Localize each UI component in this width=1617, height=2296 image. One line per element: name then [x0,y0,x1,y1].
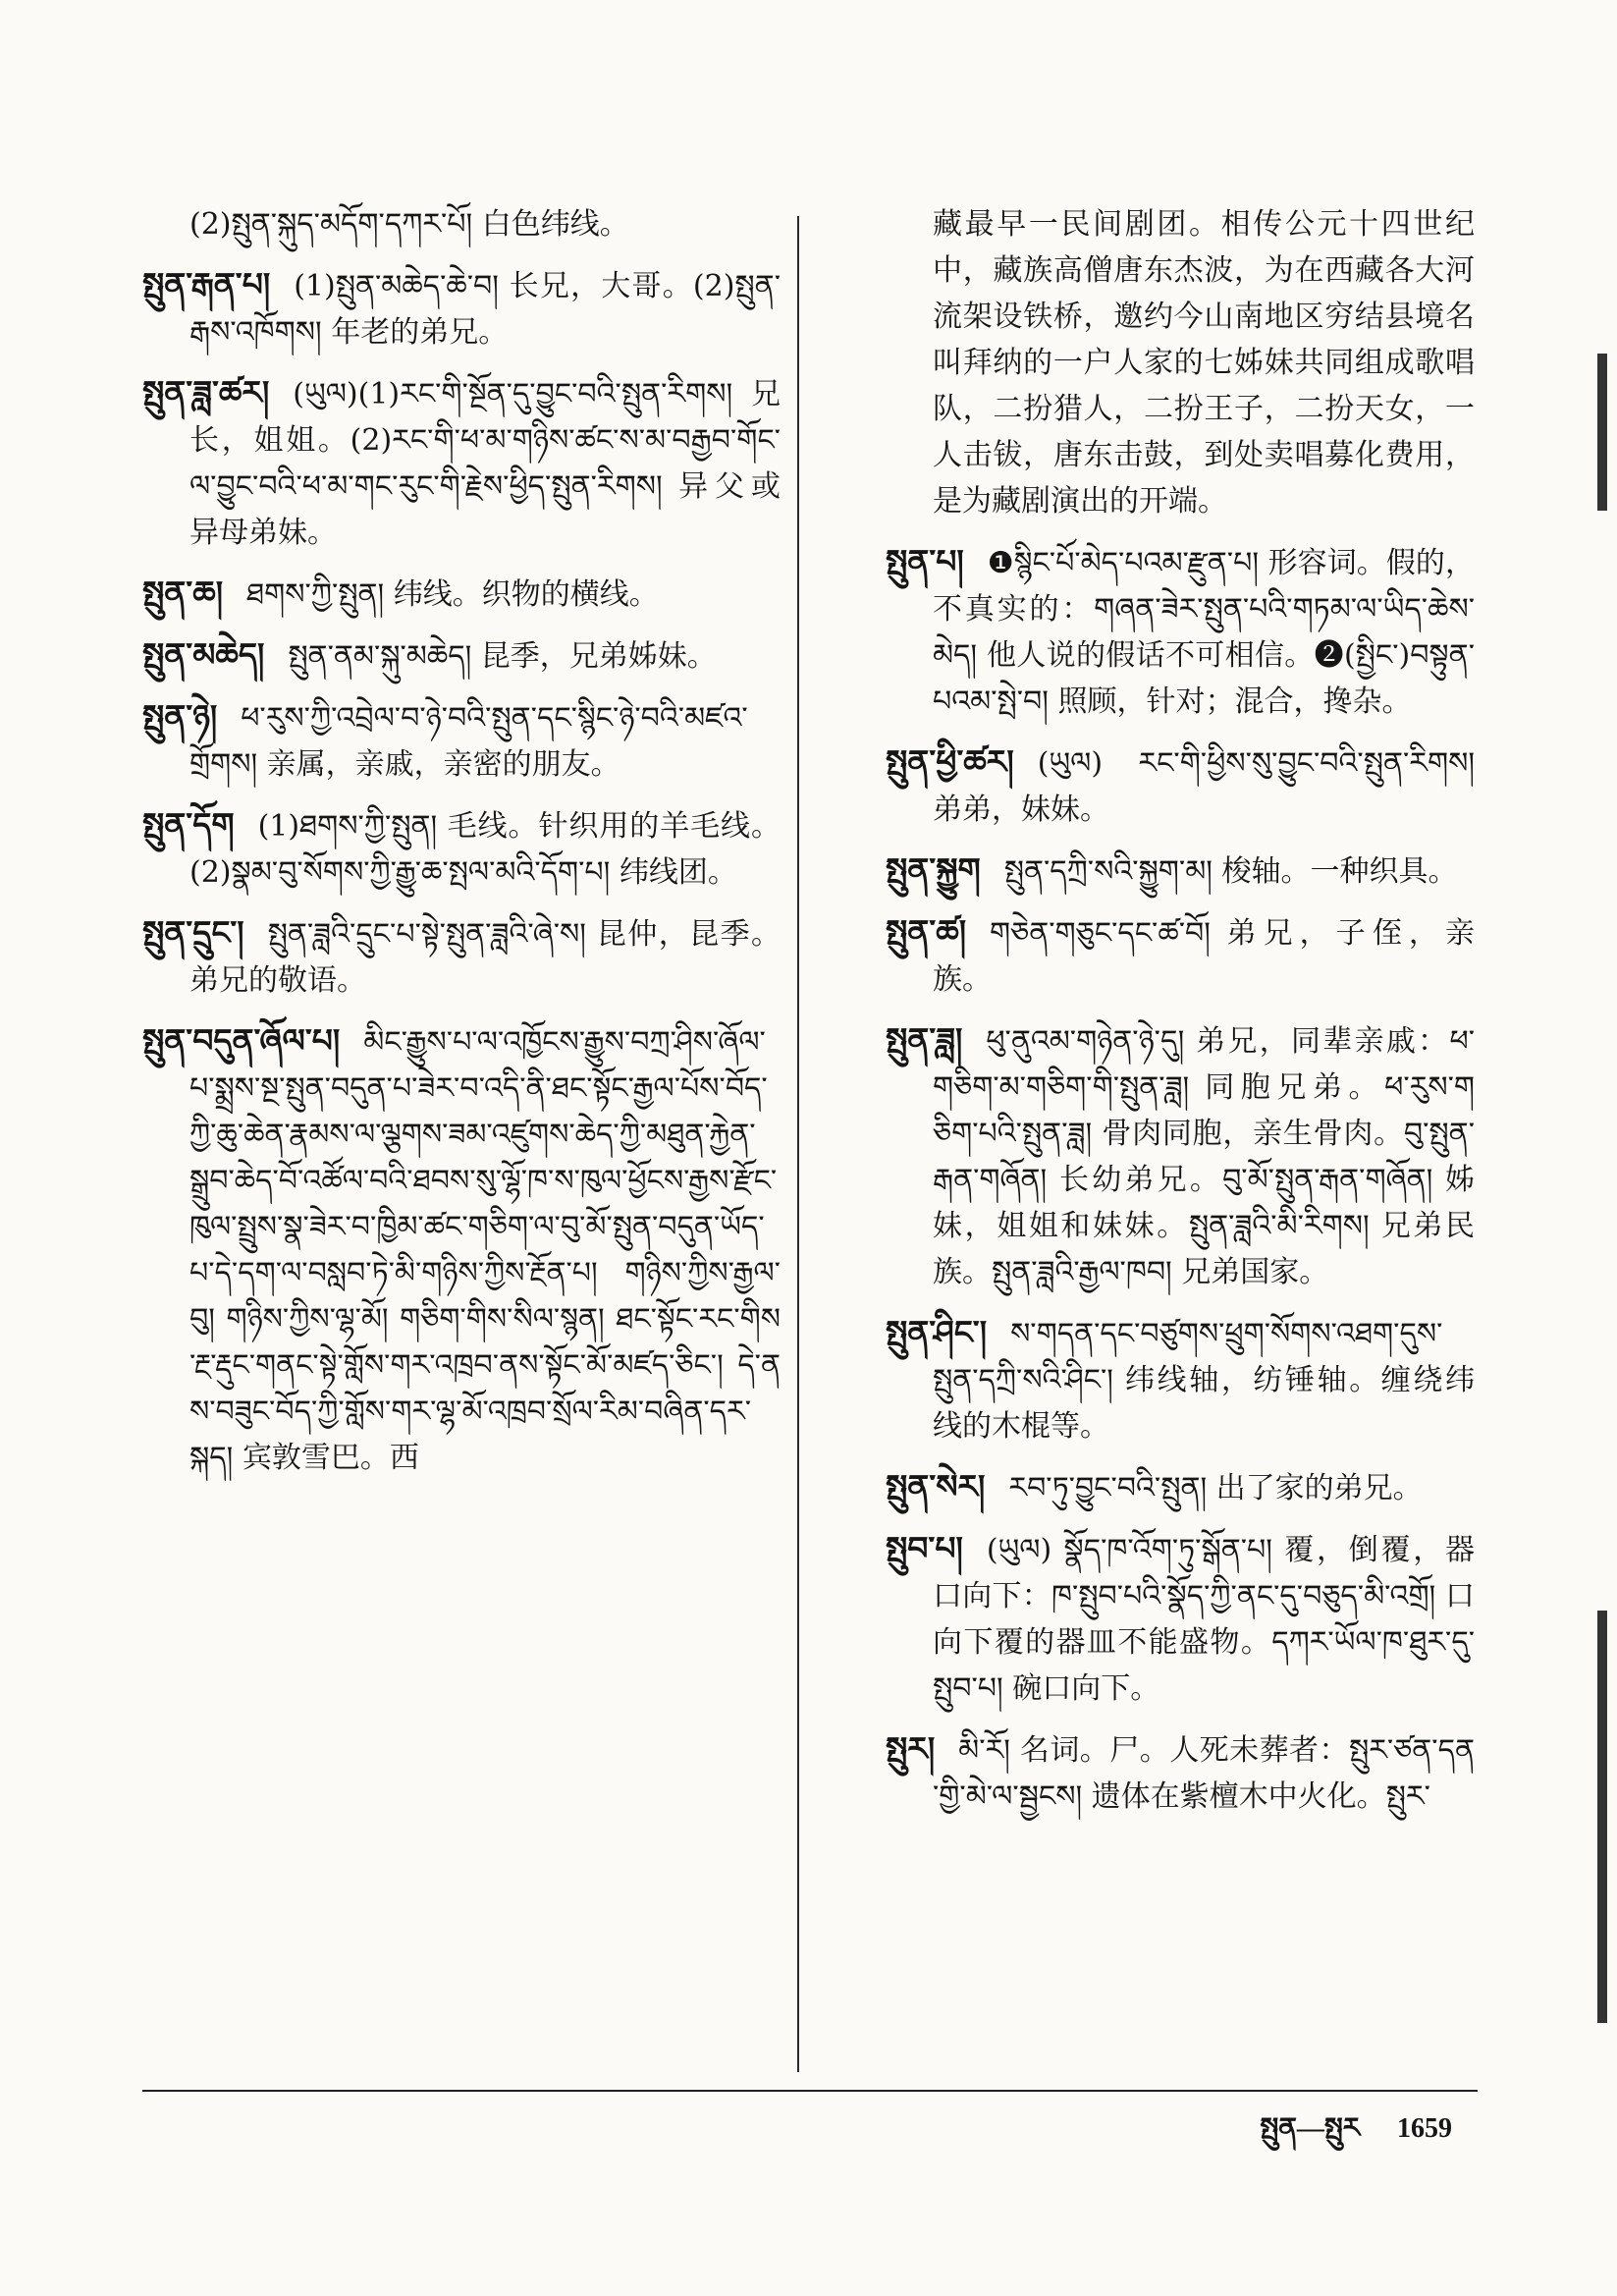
entry-headword: སྤུན་དོག [142,805,235,844]
dictionary-entry [142,201,781,247]
dictionary-entry [886,847,1475,895]
dictionary-entry [142,1017,781,1481]
entry-headword: སྤུན་དྲུང་། [142,913,244,952]
page-number: 1659 [1397,2113,1452,2144]
dictionary-entry [142,909,781,1004]
column-divider [797,216,799,2072]
dictionary-entry [142,631,781,680]
entry-definition: སྤུན་ཟླའི་དྲུང་པ་སྟེ་སྤུན་ཟླའི་ཞེ་ས། 昆仲，昆季。弟兄的敬语。 [189,917,781,998]
entry-definition: (ཡུལ) སྣོད་ཁ་འོག་ཏུ་སྒོན་པ། 覆，倒覆，器口向下：ཁ་སྤུབ་པའི་སྣོད་ཀྱི་ནང་དུ་བཅུད་མི་འགྲོ། 口向下覆的器皿不能盛物。དཀར་ཡོལ་ཁ་ཐུར་དུ་སྤུབ་པ། 碗口向下。 [933,1533,1475,1706]
entry-definition: རབ་ཏུ་བྱུང་བའི་སྤུན། 出了家的弟兄。 [1008,1471,1423,1505]
margin-binding-mark [1597,354,1607,511]
entry-headword: སྤུན་སེར། [886,1467,986,1505]
entry-headword: སྤུན་མཆེད། [142,635,265,674]
dictionary-entry [886,738,1475,833]
entry-headword: སྤུར། [886,1729,936,1768]
entry-headword: སྤུན་པ། [886,542,964,580]
dictionary-entry [886,908,1475,1003]
dictionary-entry [142,261,781,355]
dictionary-entry [142,801,781,896]
entry-definition: གཅེན་གཅུང་དང་ཚ་བོ། 弟兄，子侄，亲族。 [933,916,1475,997]
dictionary-entry [886,538,1475,725]
entry-definition: མི་རོ། 名词。尸。人死未葬者：སྤུར་ཙན་དན་གྱི་མེ་ལ་སྦྱངས། 遗体在紫檀木中火化。སྤུར་ [933,1733,1475,1814]
entry-definition: 藏最早一民间剧团。相传公元十四世纪中，藏族高僧唐东杰波，为在西藏各大河流架设铁桥，邀约今山南地区穷结县境名叫拜纳的一户人家的七姊妹共同组成歌唱队，二扮猎人，二扮王子，二扮天女，一人击钹，唐东击鼓，到处卖唱募化费用，是为藏剧演出的开端。 [933,207,1475,519]
dictionary-entry [142,693,781,788]
right-column [886,201,1475,1833]
entry-definition: (2)སྤུན་སྐུད་མདོག་དཀར་པོ། 白色纬线。 [189,207,629,242]
entry-definition: ཕུ་ནུའམ་གཉེན་ཉེ་དུ། 弟兄，同辈亲戚：ཕ་གཅིག་མ་གཅིག་གི་སྤུན་ཟླ། 同胞兄弟。ཕ་རུས་གཅིག་པའི་སྤུན་ཟླ། 骨肉同胞，亲生骨肉。བུ་སྤུན་རྒན་གཞོན། 长幼弟兄。བུ་མོ་སྤུན་རྒན་གཞོན། 姊妹，姐姐和妹妹。སྤུན་ཟླའི་མི་རིགས། 兄弟民族。སྤུན་ཟླའི་རྒྱལ་ཁབ། 兄弟国家。 [933,1024,1475,1289]
entry-definition: ཐགས་ཀྱི་སྤུན། 纬线。织物的横线。 [246,577,659,612]
entry-definition: སྤུན་དཀྲི་སའི་སྐྱུག་མ། 梭轴。一种织具。 [1003,854,1458,889]
entry-definition: སྤུན་ནམ་སྐུ་མཆེད། 昆季，兄弟姊妹。 [288,639,717,674]
entry-headword: སྤུན་ཉེ། [142,697,218,736]
left-column [142,201,781,1495]
dictionary-entry [142,369,781,556]
dictionary-entry [886,1525,1475,1712]
dictionary-entry [886,1463,1475,1511]
entry-headword: སྤུན་རྒན་པ། [142,265,271,303]
dictionary-entry [886,1725,1475,1820]
entry-headword: སྤུན་ཟླ། [886,1020,963,1059]
entry-headword: སྤུན་ཕྱི་ཚར། [886,742,1014,781]
entry-headword: སྤུན་ཤིང་། [886,1313,988,1351]
footer-rule [142,2090,1478,2092]
entry-headword: སྤུན་ཚ། [886,912,967,951]
entry-definition: (ཡུལ) རང་གི་ཕྱིས་སུ་བྱུང་བའི་སྤུན་རིགས། 弟弟，妹妹。 [933,746,1475,827]
entry-headword: སྤུན་ཟླ་ཚར། [142,373,270,411]
entry-definition: (1)སྤུན་མཆེད་ཆེ་བ། 长兄，大哥。(2)སྤུན་རྒས་འཁོགས། 年老的弟兄。 [189,269,781,350]
dictionary-entry [886,1309,1475,1449]
entry-headword: སྤུན་ཆ། [142,574,224,612]
dictionary-entry [886,201,1475,524]
entry-headword: སྤུན་སྐྱུག [886,850,981,889]
entry-headword: སྤུབ་པ། [886,1529,963,1567]
dictionary-entry [886,1016,1475,1295]
margin-binding-mark [1597,1611,1607,2023]
dictionary-entry [142,570,781,618]
entry-definition: མིང་རྒྱུས་པ་ལ་འཁྱོངས་རྒྱུས་བཀྲ་ཤིས་ཞོལ་པ་སྨྲས་སྔ་སྤུན་བདུན་པ་ཟེར་བ་འདི་ནི་ཐང་སྟོང་རྒྱལ་པོས་བོད་ཀྱི་ཆུ་ཆེན་རྣམས་ལ་ལྕགས་ཟམ་འཛུགས་ཆེད་ཀྱི་མཐུན་རྐྱེན་སྒྲུབ་ཆེད་བོ་འཚོལ་བའི་ཐབས་སུ་ལྷོ་ཁ་ས་ཁུལ་ཕྱོངས་རྒྱས་རྫོང་ཁུལ་སྤྲུས་སྣ་ཟེར་བ་ཁྱིམ་ཚང་གཅིག་ལ་བུ་མོ་སྤུན་བདུན་ཡོད་པ་དེ་དག་ལ་བསླབ་ཏེ་མི་གཉིས་ཀྱིས་རྔོན་པ། གཉིས་ཀྱིས་རྒྱལ་བུ། གཉིས་ཀྱིས་ལྷ་མོ། གཅིག་གིས་སིལ་སྙན། ཐང་སྟོང་རང་གིས་རྔ་རྡུང་གནང་སྟེ་གློས་གར་འཁྲབ་ནས་སྟོང་མོ་མཛད་ཅིང་། དེ་ནས་བཟུང་བོད་ཀྱི་གློས་གར་ལྷ་མོ་འཁྲབ་སྲོལ་རིམ་བཞིན་དར་སྐད། 宾敦雪巴。西 [189,1025,781,1475]
page-footer [1232,2097,1452,2174]
entry-definition: (1)ཐགས་ཀྱི་སྤུན། 毛线。针织用的羊毛线。(2)སྣམ་བུ་སོགས་ཀྱི་རྒྱུ་ཆ་སྤལ་མའི་དོག་པ། 纬线团。 [189,809,781,890]
entry-definition: ས་གདན་དང་བཙུགས་ཕྲུག་སོགས་འཐག་དུས་སྤུན་དཀྲི་སའི་ཤིང་། 纬线轴，纺锤轴。缠绕纬线的木棍等。 [933,1317,1475,1444]
entry-headword: སྤུན་བདུན་ཞོལ་པ། [142,1021,341,1060]
entry-definition: ཕ་རུས་ཀྱི་འབྲེལ་བ་ཉེ་བའི་སྤུན་དང་སྙིང་ཉེ་བའི་མཛའ་གྲོགས། 亲属，亲戚，亲密的朋友。 [189,701,748,782]
entry-definition: ❶སྙིང་པོ་མེད་པའམ་རྫུན་པ། 形容词。假的，不真实的：གཞན་ཟེར་སྤུན་པའི་གཏམ་ལ་ཡིད་ཆེས་མེད། 他人说的假话不可相信。❷(སྤྱིང་)བསྟུན་པའམ་སྤེ་བ། 照顾，针对；混合，搀杂。 [933,546,1475,719]
headword-range: སྤུན—སྤུར [1260,2113,1361,2144]
entry-definition: (ཡུལ)(1)རང་གི་སྔོན་དུ་བྱུང་བའི་སྤུན་རིགས། 兄长，姐姐。(2)རང་གི་ཕ་མ་གཉིས་ཚང་ས་མ་བརྒྱབ་གོང་ལ་བྱུང་བའི་ཕ་མ་གང་རུང་གི་རྗེས་ཕྱིད་སྤུན་རིགས། 异父或异母弟妹。 [189,377,781,550]
